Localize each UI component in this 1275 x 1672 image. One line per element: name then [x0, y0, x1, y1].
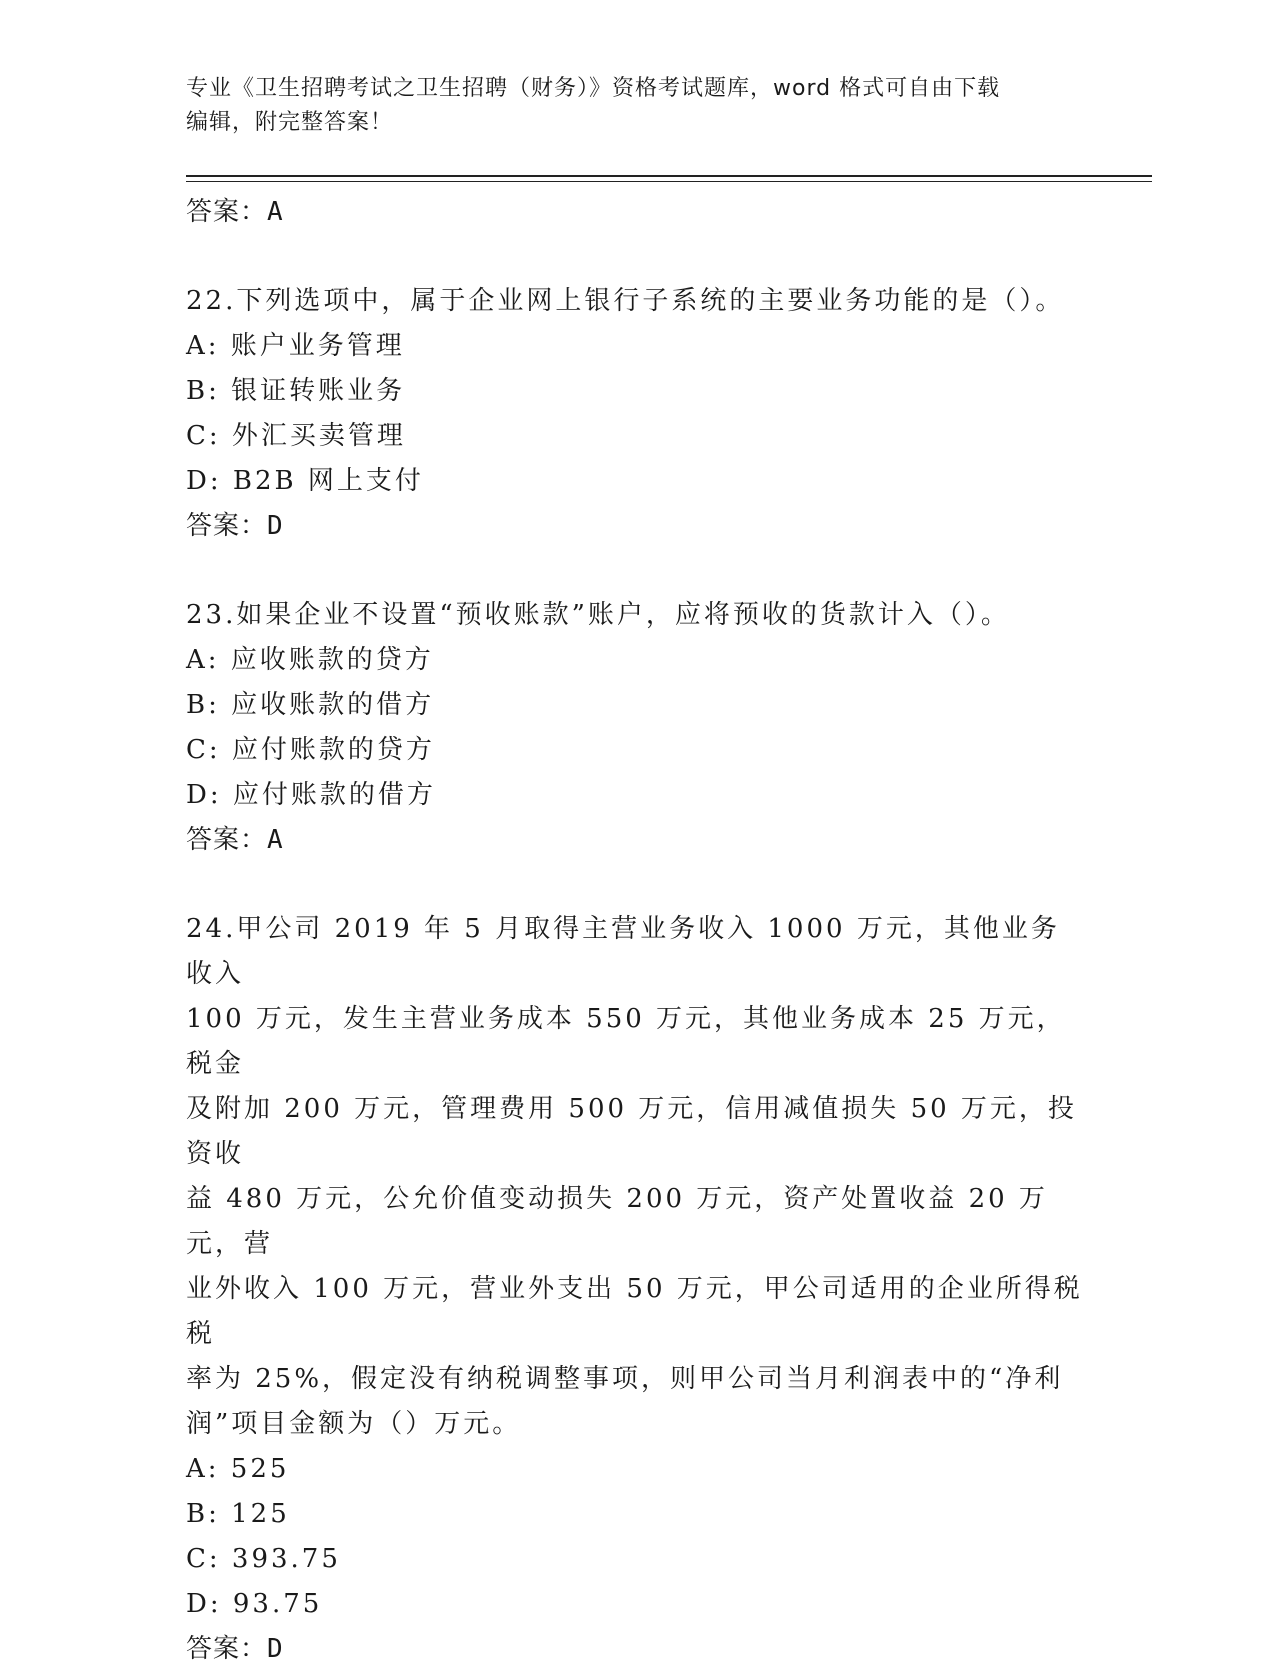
- answer-value: A: [267, 825, 284, 855]
- answer-label: 答案：: [186, 197, 268, 227]
- option-b: B: 125: [186, 1499, 290, 1529]
- question-stem-line-1: 24.甲公司 2019 年 5 月取得主营业务收入 1000 万元，其他业务收入: [186, 914, 1060, 989]
- question-stem-line-2: 100 万元，发生主营业务成本 550 万元，其他业务成本 25 万元，税金: [186, 1004, 1066, 1079]
- document-header: [186, 72, 1066, 140]
- header-divider-thick: [186, 175, 1152, 177]
- header-line-1: 专业《卫生招聘考试之卫生招聘（财务）》资格考试题库，word 格式可自由下载: [186, 76, 1001, 101]
- option-c: C: 应付账款的贷方: [186, 735, 435, 765]
- option-d: D: 应付账款的借方: [186, 780, 436, 810]
- option-d: D: B2B 网上支付: [186, 466, 424, 496]
- option-a: A: 应收账款的贷方: [186, 645, 434, 675]
- question-stem-line-7: 润”项目金额为（）万元。: [186, 1409, 522, 1439]
- question-answer: [186, 818, 1086, 863]
- option-a: A: 525: [186, 1454, 290, 1484]
- question-stem-line-5: 业外收入 100 万元，营业外支出 50 万元，甲公司适用的企业所得税税: [186, 1274, 1083, 1349]
- answer-label: 答案：: [186, 1634, 268, 1664]
- header-divider-thin: [186, 181, 1152, 182]
- answer-value: D: [267, 511, 284, 541]
- option-c: C: 外汇买卖管理: [186, 421, 406, 451]
- question-24: [186, 907, 1086, 1672]
- answer-label: 答案：: [186, 825, 268, 855]
- question-stem: 23.如果企业不设置“预收账款”账户，应将预收的货款计入（）。: [186, 600, 1010, 630]
- answer-value: D: [267, 1634, 284, 1664]
- option-a: A: 账户业务管理: [186, 331, 405, 361]
- option-b: B: 应收账款的借方: [186, 690, 435, 720]
- question-23: [186, 593, 1086, 863]
- previous-answer: [186, 190, 1086, 235]
- option-c: C: 393.75: [186, 1544, 341, 1574]
- question-list: [186, 190, 1086, 1672]
- option-d: D: 93.75: [186, 1589, 323, 1619]
- option-b: B: 银证转账业务: [186, 376, 406, 406]
- answer-label: 答案：: [186, 511, 268, 541]
- answer-value: A: [267, 197, 284, 227]
- question-22: [186, 279, 1086, 549]
- header-line-2: 编辑，附完整答案！: [186, 110, 394, 135]
- question-stem-line-6: 率为 25%，假定没有纳税调整事项，则甲公司当月利润表中的“净利: [186, 1364, 1064, 1394]
- question-stem-line-4: 益 480 万元，公允价值变动损失 200 万元，资产处置收益 20 万元，营: [186, 1184, 1048, 1259]
- question-stem-line-3: 及附加 200 万元，管理费用 500 万元，信用减值损失 50 万元，投资收: [186, 1094, 1077, 1169]
- question-answer: [186, 504, 1086, 549]
- question-stem: 22.下列选项中，属于企业网上银行子系统的主要业务功能的是（）。: [186, 286, 1065, 316]
